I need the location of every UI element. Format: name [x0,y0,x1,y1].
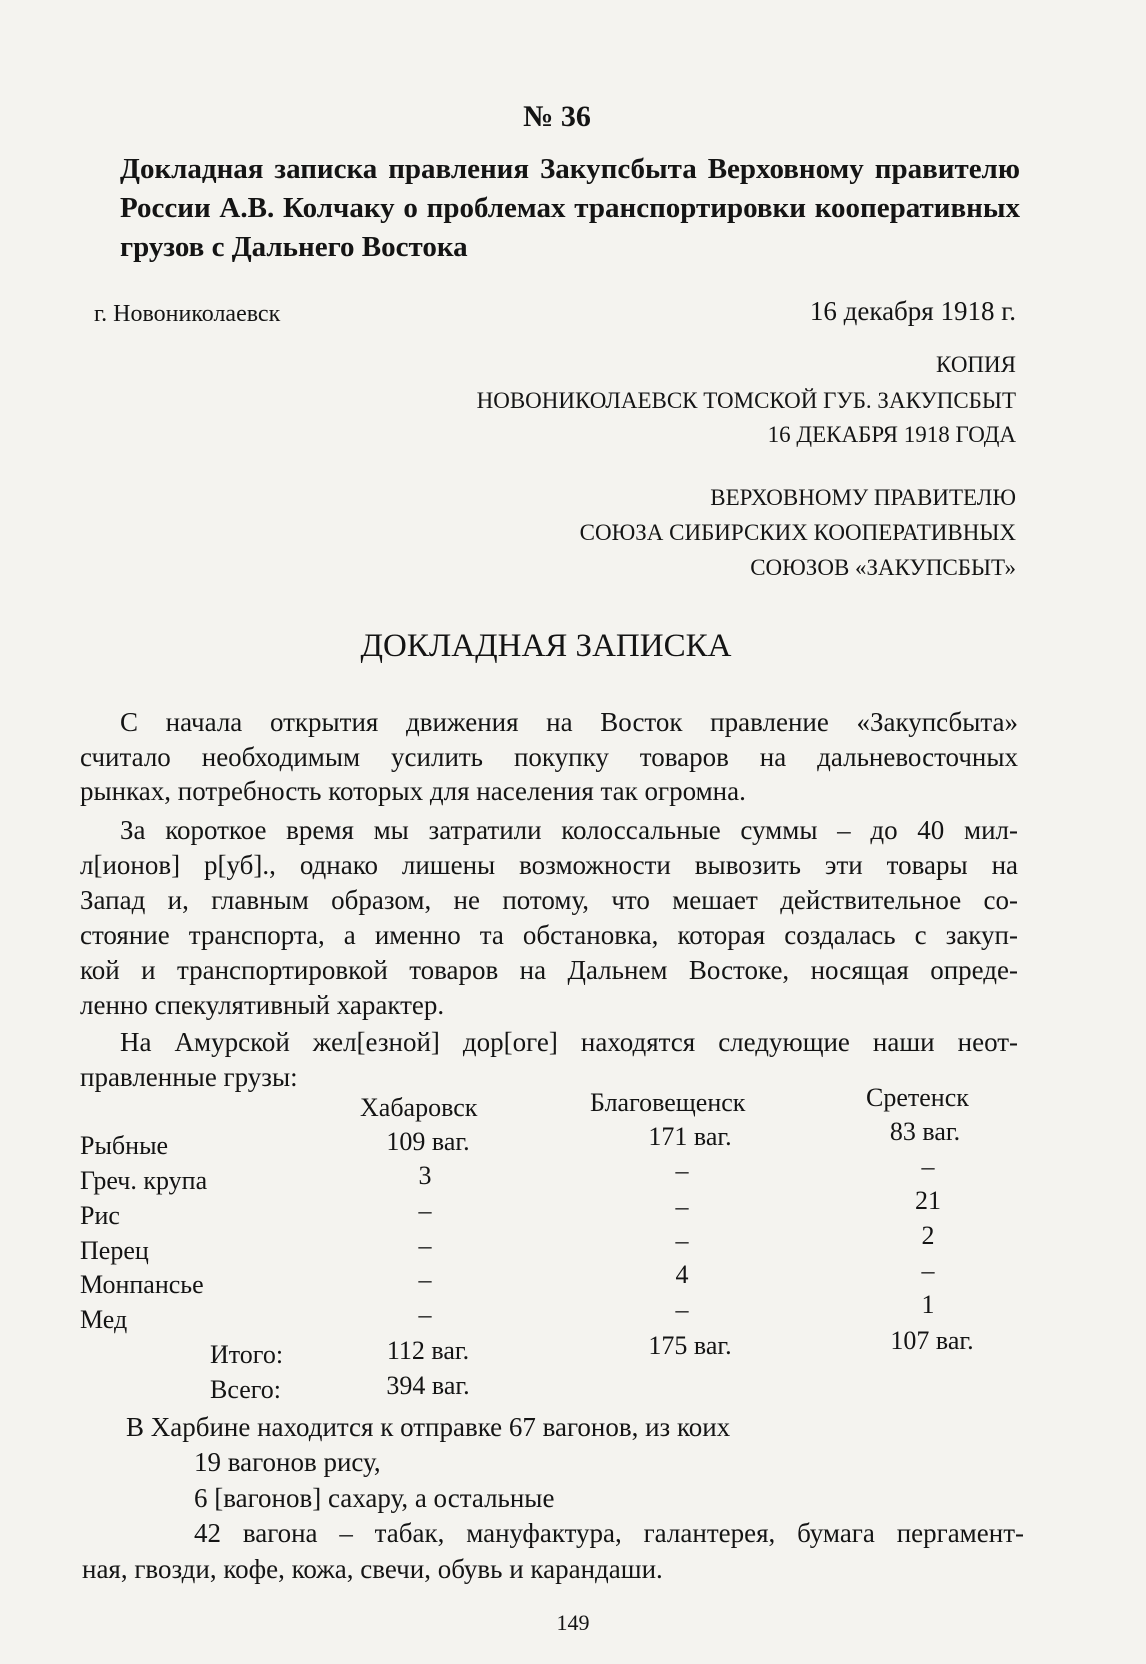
cell-khabarovsk: – [418,1265,432,1294]
total-blagoveshchensk: 175 ваг. [648,1331,732,1360]
para2-line-2: л[ионов] р[уб]., однако лишены возможности вывозить эти товары на [80,850,1018,880]
para4-line-3: 6 [вагонов] сахару, а остальные [194,1483,555,1513]
cell-sretensk: 1 [921,1290,935,1319]
para2-line-3: Запад и, главным образом, не потому, что мешает действительное со- [80,885,1018,915]
row-label: Рис [80,1201,120,1230]
grand-total-value: 394 ваг. [386,1371,470,1400]
header-line-5: СОЮЗА СИБИРСКИХ КООПЕРАТИВНЫХ [579,520,1016,545]
column-header-blagoveshchensk: Благовещенск [590,1088,746,1117]
cell-khabarovsk: 3 [418,1161,432,1190]
total-khabarovsk: 112 ваг. [386,1336,470,1365]
para1-line-1: С начала открытия движения на Восток правление «Закупсбыта» [120,707,1018,737]
header-line-4: ВЕРХОВНОМУ ПРАВИТЕЛЮ [710,485,1016,510]
para2-line-1: За короткое время мы затратили колоссальные суммы – до 40 мил- [120,815,1018,845]
para1-line-3: рынках, потребность которых для населения так огромна. [80,776,746,806]
column-header-khabarovsk: Хабаровск [360,1093,478,1122]
cell-sretensk: – [921,1152,935,1181]
cell-blagoveshchensk: 4 [675,1260,689,1289]
para4-line-4: 42 вагона – табак, мануфактура, галантерея, бумага пергамент- [194,1518,1024,1548]
para1-line-2: считало необходимым усилить покупку товаров на дальневосточных [80,742,1018,772]
row-label: Перец [80,1236,149,1265]
cell-khabarovsk: – [418,1300,432,1329]
para2-line-4: стояние транспорта, а именно та обстановка, которая создалась с закуп- [80,920,1018,950]
cell-khabarovsk: – [418,1196,432,1225]
cell-blagoveshchensk: – [675,1295,689,1324]
header-line-2: НОВОНИКОЛАЕВСК ТОМСКОЙ ГУБ. ЗАКУПСБЫТ [476,388,1016,413]
page-number: 149 [556,1610,590,1635]
cell-blagoveshchensk: – [675,1192,689,1221]
grand-total-label: Всего: [210,1375,281,1404]
cell-sretensk: – [921,1256,935,1285]
cell-khabarovsk: 109 ваг. [386,1127,470,1156]
document-title: Докладная записка правления Закупсбыта Верховному правителю России А.В. Колчаку о проблемах транспортировки кооперативных грузов с Дальнего Востока [120,153,1020,263]
heading: ДОКЛАДНАЯ ЗАПИСКА [360,628,732,664]
row-label: Греч. крупа [80,1166,208,1195]
para3-line-1: На Амурской жел[езной] дор[оге] находятся следующие наши неот- [120,1027,1018,1057]
cell-sretensk: 2 [921,1221,935,1250]
row-label: Рыбные [80,1131,169,1160]
totals-label: Итого: [210,1340,284,1369]
para2-line-6: ленно спекулятивный характер. [80,990,445,1020]
cell-sretensk: 83 ваг. [889,1117,961,1146]
cell-khabarovsk: – [418,1231,432,1260]
header-line-3: 16 ДЕКАБРЯ 1918 ГОДА [767,422,1016,447]
para4-line-5: ная, гвозди, кофе, кожа, свечи, обувь и карандаши. [82,1554,663,1584]
para4-line-2: 19 вагонов рису, [194,1447,381,1477]
column-header-sretensk: Сретенск [866,1083,969,1112]
cell-blagoveshchensk: 171 ваг. [648,1122,732,1151]
cell-sretensk: 21 [915,1186,941,1215]
document-number: № 36 [523,100,591,133]
header-line-6: СОЮЗОВ «ЗАКУПСБЫТ» [750,555,1016,580]
total-sretensk: 107 ваг. [890,1326,974,1355]
place: г. Новониколаевск [94,301,281,327]
cell-blagoveshchensk: – [675,1226,689,1255]
para4-line-1: В Харбине находится к отправке 67 вагонов, из коих [126,1412,731,1442]
header-line-1: КОПИЯ [936,352,1016,377]
para2-line-5: кой и транспортировкой товаров на Дальнем Востоке, носящая опреде- [80,955,1018,985]
date: 16 декабря 1918 г. [809,296,1016,326]
row-label: Мед [80,1305,128,1334]
cell-blagoveshchensk: – [675,1156,689,1185]
row-label: Монпансье [80,1270,204,1299]
para3-line-2: правленные грузы: [80,1062,298,1092]
